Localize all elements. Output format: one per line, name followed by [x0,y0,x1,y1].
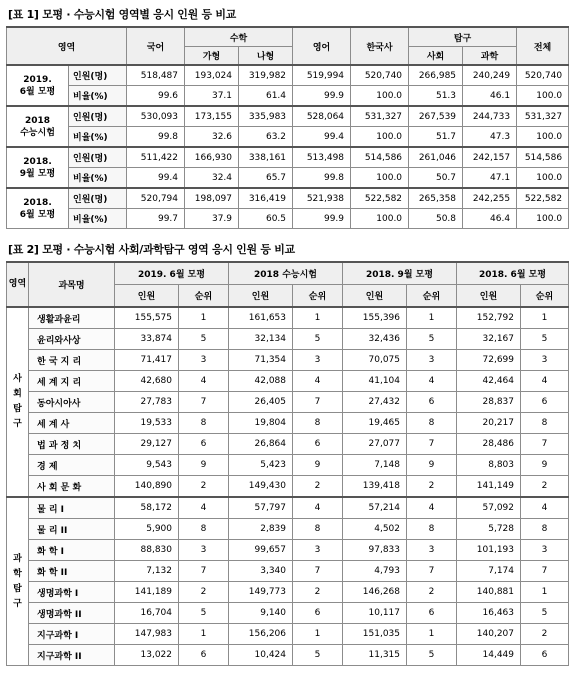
count-cell: 141,149 [457,476,521,498]
table-row [7,392,569,413]
group-label: 사 회 탐 구 [7,307,29,497]
rank-cell: 7 [407,561,457,582]
metric-label: 인원(명) [69,147,127,168]
rank-cell: 3 [179,540,229,561]
count-cell: 29,127 [115,434,179,455]
count-cell: 7,148 [343,455,407,476]
table-row [7,624,569,645]
header-social: 사회 [409,47,463,66]
subject-name: 생활과윤리 [29,307,115,329]
table-cell: 32.6 [185,127,239,148]
count-cell: 19,804 [229,413,293,434]
metric-label: 인원(명) [69,106,127,127]
count-cell: 141,189 [115,582,179,603]
table-cell: 531,327 [517,106,569,127]
table-cell: 50.8 [409,209,463,229]
rank-cell: 7 [293,561,343,582]
table1-header-row [7,27,569,47]
count-cell: 149,773 [229,582,293,603]
rank-cell: 1 [407,307,457,329]
count-cell: 70,075 [343,350,407,371]
metric-label: 비율(%) [69,209,127,229]
table-cell: 47.3 [463,127,517,148]
table2 [6,261,569,666]
table-cell: 173,155 [185,106,239,127]
count-cell: 19,465 [343,413,407,434]
table1-body [7,65,569,229]
table-row [7,455,569,476]
rank-cell: 6 [407,392,457,413]
count-cell: 7,174 [457,561,521,582]
table-cell: 99.6 [127,86,185,107]
table2-body [7,307,569,666]
rank-cell: 9 [293,455,343,476]
table-cell: 100.0 [351,127,409,148]
table-cell: 37.9 [185,209,239,229]
header-math-na: 나형 [239,47,293,66]
rank-cell: 2 [293,582,343,603]
table-cell: 100.0 [351,168,409,189]
count-cell: 27,077 [343,434,407,455]
table-row [7,645,569,666]
header-rank: 순위 [521,285,569,308]
rank-cell: 5 [521,329,569,350]
subject-name: 생명과학 II [29,603,115,624]
table-cell: 50.7 [409,168,463,189]
count-cell: 7,132 [115,561,179,582]
subject-name: 법 과 정 치 [29,434,115,455]
count-cell: 4,793 [343,561,407,582]
rank-cell: 6 [293,434,343,455]
table2-caption: [표 2] 모평 · 수능시험 사회/과학탐구 영역 응시 인원 등 비교 [8,243,295,256]
rank-cell: 3 [293,350,343,371]
rank-cell: 9 [407,455,457,476]
rank-cell: 8 [407,413,457,434]
count-cell: 58,172 [115,497,179,519]
count-cell: 146,268 [343,582,407,603]
count-cell: 99,657 [229,540,293,561]
table-cell: 51.7 [409,127,463,148]
subject-name: 윤리와사상 [29,329,115,350]
count-cell: 2,839 [229,519,293,540]
table-row [7,603,569,624]
table-row [7,497,569,519]
rank-cell: 7 [407,434,457,455]
rank-cell: 2 [179,476,229,498]
count-cell: 71,354 [229,350,293,371]
table-cell: 531,327 [351,106,409,127]
header-area: 영역 [7,27,127,65]
rank-cell: 4 [179,371,229,392]
count-cell: 42,464 [457,371,521,392]
table-row [7,519,569,540]
count-cell: 139,418 [343,476,407,498]
table-cell: 99.4 [127,168,185,189]
count-cell: 5,900 [115,519,179,540]
table-cell: 166,930 [185,147,239,168]
rank-cell: 4 [293,371,343,392]
count-cell: 9,140 [229,603,293,624]
rank-cell: 4 [407,497,457,519]
table-cell: 513,498 [293,147,351,168]
table-cell: 100.0 [351,86,409,107]
table-cell: 528,064 [293,106,351,127]
count-cell: 11,315 [343,645,407,666]
table-cell: 335,983 [239,106,293,127]
subject-name: 동아시아사 [29,392,115,413]
table-cell: 240,249 [463,65,517,86]
rank-cell: 4 [521,497,569,519]
header-area: 영역 [7,262,29,307]
count-cell: 33,874 [115,329,179,350]
count-cell: 27,432 [343,392,407,413]
count-cell: 19,533 [115,413,179,434]
rank-cell: 4 [407,371,457,392]
rank-cell: 5 [293,329,343,350]
rank-cell: 1 [179,307,229,329]
header-english: 영어 [293,27,351,65]
rank-cell: 2 [521,624,569,645]
rank-cell: 6 [521,392,569,413]
rank-cell: 3 [521,540,569,561]
rank-cell: 7 [521,434,569,455]
table-cell: 63.2 [239,127,293,148]
table-row [7,413,569,434]
count-cell: 57,214 [343,497,407,519]
rank-cell: 8 [521,519,569,540]
table-cell: 514,586 [351,147,409,168]
exam-label: 2018. 9월 모평 [7,147,69,188]
count-cell: 13,022 [115,645,179,666]
count-cell: 57,797 [229,497,293,519]
header-exam2: 2018 수능시험 [229,262,343,285]
rank-cell: 6 [179,645,229,666]
header-korean: 국어 [127,27,185,65]
count-cell: 28,837 [457,392,521,413]
table-cell: 522,582 [351,188,409,209]
count-cell: 16,704 [115,603,179,624]
rank-cell: 7 [521,561,569,582]
table-row [7,540,569,561]
count-cell: 5,423 [229,455,293,476]
table-row [7,582,569,603]
table-row [7,329,569,350]
document [6,0,568,666]
count-cell: 41,104 [343,371,407,392]
rank-cell: 3 [521,350,569,371]
rank-cell: 5 [407,329,457,350]
table-cell: 32.4 [185,168,239,189]
rank-cell: 9 [179,455,229,476]
count-cell: 155,396 [343,307,407,329]
rank-cell: 8 [293,519,343,540]
table-row [7,350,569,371]
header-rank: 순위 [407,285,457,308]
table-cell: 520,794 [127,188,185,209]
table-cell: 99.9 [293,86,351,107]
table-cell: 60.5 [239,209,293,229]
header-total: 전체 [517,27,569,65]
rank-cell: 1 [293,624,343,645]
table-cell: 99.7 [127,209,185,229]
table-cell: 242,157 [463,147,517,168]
count-cell: 5,728 [457,519,521,540]
rank-cell: 1 [293,307,343,329]
rank-cell: 1 [179,624,229,645]
rank-cell: 2 [521,476,569,498]
rank-cell: 2 [407,476,457,498]
table-cell: 99.8 [293,168,351,189]
exam-label: 2018. 6월 모평 [7,188,69,229]
table-cell: 521,938 [293,188,351,209]
rank-cell: 3 [407,540,457,561]
table-cell: 99.9 [293,209,351,229]
header-count: 인원 [343,285,407,308]
count-cell: 140,881 [457,582,521,603]
rank-cell: 3 [179,350,229,371]
table-cell: 100.0 [517,209,569,229]
subject-name: 화 학 I [29,540,115,561]
count-cell: 101,193 [457,540,521,561]
rank-cell: 5 [293,645,343,666]
table-cell: 267,539 [409,106,463,127]
count-cell: 149,430 [229,476,293,498]
header-math: 수학 [185,27,293,47]
header-exam1: 2019. 6월 모평 [115,262,229,285]
rank-cell: 8 [179,413,229,434]
rank-cell: 5 [179,329,229,350]
header-science: 과학 [463,47,517,66]
table-row [7,434,569,455]
table-row [7,147,569,168]
header-math-ga: 가형 [185,47,239,66]
count-cell: 156,206 [229,624,293,645]
table-cell: 46.4 [463,209,517,229]
table-row [7,561,569,582]
rank-cell: 5 [521,603,569,624]
count-cell: 32,134 [229,329,293,350]
table-cell: 244,733 [463,106,517,127]
table-row [7,65,569,86]
table-cell: 530,093 [127,106,185,127]
table1-caption: [표 1] 모평 · 수능시험 영역별 응시 인원 등 비교 [8,8,236,21]
count-cell: 32,167 [457,329,521,350]
count-cell: 42,088 [229,371,293,392]
header-exam4: 2018. 6월 모평 [457,262,569,285]
subject-name: 화 학 II [29,561,115,582]
count-cell: 151,035 [343,624,407,645]
header-count: 인원 [229,285,293,308]
table-row [7,209,569,229]
table-cell: 100.0 [517,86,569,107]
subject-name: 경 제 [29,455,115,476]
metric-label: 비율(%) [69,127,127,148]
header-rank: 순위 [293,285,343,308]
table-cell: 47.1 [463,168,517,189]
count-cell: 32,436 [343,329,407,350]
table1 [6,26,569,229]
rank-cell: 4 [293,497,343,519]
table-cell: 99.4 [293,127,351,148]
count-cell: 152,792 [457,307,521,329]
rank-cell: 8 [179,519,229,540]
count-cell: 26,405 [229,392,293,413]
count-cell: 10,117 [343,603,407,624]
rank-cell: 7 [179,392,229,413]
rank-cell: 1 [407,624,457,645]
rank-cell: 8 [407,519,457,540]
count-cell: 10,424 [229,645,293,666]
count-cell: 71,417 [115,350,179,371]
rank-cell: 5 [179,603,229,624]
table-cell: 519,994 [293,65,351,86]
count-cell: 20,217 [457,413,521,434]
metric-label: 인원(명) [69,188,127,209]
count-cell: 72,699 [457,350,521,371]
table-cell: 265,358 [409,188,463,209]
metric-label: 비율(%) [69,168,127,189]
table-cell: 242,255 [463,188,517,209]
table-row [7,307,569,329]
subject-name: 물 리 I [29,497,115,519]
table-cell: 319,982 [239,65,293,86]
rank-cell: 1 [521,307,569,329]
count-cell: 8,803 [457,455,521,476]
rank-cell: 2 [179,582,229,603]
group-label: 과 학 탐 구 [7,497,29,666]
header-count: 인원 [457,285,521,308]
subject-name: 세 계 사 [29,413,115,434]
rank-cell: 6 [179,434,229,455]
table-row [7,106,569,127]
header-explore: 탐구 [409,27,517,47]
table-row [7,127,569,148]
table-row [7,371,569,392]
rank-cell: 4 [179,497,229,519]
rank-cell: 7 [293,392,343,413]
rank-cell: 2 [293,476,343,498]
count-cell: 9,543 [115,455,179,476]
subject-name: 물 리 II [29,519,115,540]
rank-cell: 1 [521,582,569,603]
table2-header-row [7,262,569,285]
count-cell: 57,092 [457,497,521,519]
table-cell: 65.7 [239,168,293,189]
header-history: 한국사 [351,27,409,65]
table-cell: 338,161 [239,147,293,168]
rank-cell: 8 [293,413,343,434]
table-cell: 261,046 [409,147,463,168]
rank-cell: 6 [293,603,343,624]
rank-cell: 4 [521,371,569,392]
count-cell: 97,833 [343,540,407,561]
subject-name: 생명과학 I [29,582,115,603]
count-cell: 161,653 [229,307,293,329]
count-cell: 16,463 [457,603,521,624]
header-count: 인원 [115,285,179,308]
rank-cell: 9 [521,455,569,476]
exam-label: 2018 수능시험 [7,106,69,147]
table-cell: 266,985 [409,65,463,86]
count-cell: 155,575 [115,307,179,329]
count-cell: 27,783 [115,392,179,413]
count-cell: 147,983 [115,624,179,645]
subject-name: 세 계 지 리 [29,371,115,392]
rank-cell: 7 [179,561,229,582]
table-cell: 100.0 [517,127,569,148]
count-cell: 42,680 [115,371,179,392]
count-cell: 140,207 [457,624,521,645]
rank-cell: 5 [407,645,457,666]
subject-name: 지구과학 II [29,645,115,666]
table-cell: 61.4 [239,86,293,107]
table-cell: 518,487 [127,65,185,86]
count-cell: 3,340 [229,561,293,582]
rank-cell: 8 [521,413,569,434]
count-cell: 4,502 [343,519,407,540]
table-cell: 198,097 [185,188,239,209]
table-cell: 514,586 [517,147,569,168]
table-row [7,86,569,107]
subject-name: 지구과학 I [29,624,115,645]
table-cell: 37.1 [185,86,239,107]
table-cell: 100.0 [517,168,569,189]
subject-name: 한 국 지 리 [29,350,115,371]
table-cell: 316,419 [239,188,293,209]
table-cell: 511,422 [127,147,185,168]
metric-label: 인원(명) [69,65,127,86]
rank-cell: 6 [521,645,569,666]
exam-label: 2019. 6월 모평 [7,65,69,106]
header-exam3: 2018. 9월 모평 [343,262,457,285]
rank-cell: 3 [293,540,343,561]
header-rank: 순위 [179,285,229,308]
table-cell: 51.3 [409,86,463,107]
count-cell: 14,449 [457,645,521,666]
table-cell: 193,024 [185,65,239,86]
table-cell: 46.1 [463,86,517,107]
table-cell: 520,740 [351,65,409,86]
rank-cell: 2 [407,582,457,603]
table-cell: 100.0 [351,209,409,229]
rank-cell: 6 [407,603,457,624]
table-row [7,168,569,189]
metric-label: 비율(%) [69,86,127,107]
rank-cell: 3 [407,350,457,371]
header-subject: 과목명 [29,262,115,307]
table-row [7,188,569,209]
table-cell: 520,740 [517,65,569,86]
count-cell: 28,486 [457,434,521,455]
table-row [7,476,569,498]
subject-name: 사 회 문 화 [29,476,115,498]
table-cell: 99.8 [127,127,185,148]
table-cell: 522,582 [517,188,569,209]
count-cell: 140,890 [115,476,179,498]
count-cell: 26,864 [229,434,293,455]
count-cell: 88,830 [115,540,179,561]
